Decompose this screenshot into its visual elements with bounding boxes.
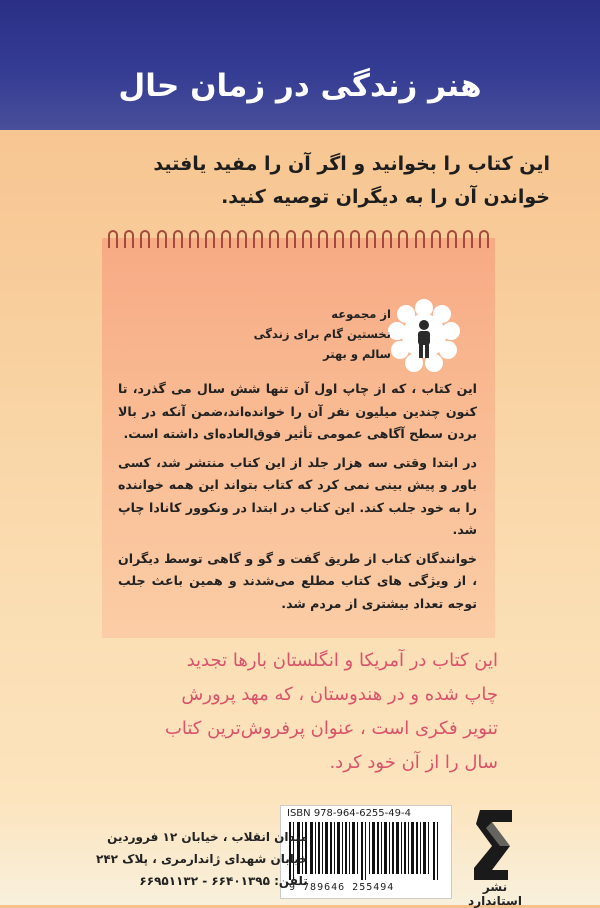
description-text (118, 378, 477, 621)
isbn-number: ISBN 978-964-6255-49-4 (287, 808, 411, 819)
book-title: هنر زندگی در زمان حال (118, 68, 482, 104)
recommendation-line: این کتاب را بخوانید و اگر آن را مفید یافتید (153, 153, 550, 175)
barcode-digits: 9 789646 255494 (289, 882, 395, 893)
highlight-line: چاپ شده و در هندوستان ، که مهد پرورش (181, 684, 498, 705)
spiral-binding (102, 230, 495, 252)
description-paragraph: خوانندگان کتاب از طریق گفت و گو و گاهی توسط دیگران ، از ویژگی های کتاب مطلع می‌شدند و همین باعث جلب توجه تعداد بیشتری از مردم شد. (118, 550, 477, 611)
series-label (254, 304, 391, 364)
publisher-name: نشر استاندارد (468, 880, 522, 908)
series-line: از مجموعه (331, 307, 391, 321)
address-line: تلفن: ۶۶۴۰۱۳۹۵ - ۶۶۹۵۱۱۳۲ (139, 874, 308, 888)
title-band (0, 0, 600, 130)
highlight-line: این کتاب در آمریکا و انگلستان بارها تجدید (186, 650, 498, 671)
recommendation-line: خواندن آن را به دیگران توصیه کنید. (221, 186, 550, 208)
highlight-line: تنویر فکری است ، عنوان پرفروش‌ترین کتاب (164, 718, 498, 739)
recommendation-text (50, 148, 550, 214)
highlight-text (78, 644, 498, 780)
description-paragraph: این کتاب ، که از چاپ اول آن تنها شش سال می گذرد، تا کنون چندین میلیون نفر آن را خوانده‌اند،ضمن آنکه در بالا بردن سطح آگاهی عمومی تأثیر فوق‌العاده‌ای داشته است. (118, 381, 477, 441)
publisher-address (96, 826, 308, 892)
series-line: نخستین گام برای زندگی (253, 327, 391, 341)
address-line: خیابان شهدای ژاندارمری ، پلاک ۲۴۲ (96, 852, 308, 866)
highlight-line: سال را از آن خود کرد. (329, 752, 498, 773)
series-flower-icon (384, 296, 464, 376)
notepad-panel (102, 238, 495, 638)
publisher-logo-icon (462, 806, 522, 884)
description-paragraph: در ابتدا وقتی سه هزار جلد از این کتاب منتشر شد، کسی باور و پیش بینی نمی کرد که کتاب بتواند این همه خواننده را به خود جلب کند. این کتاب در ابتدا در ونکوور کانادا چاپ شد. (118, 454, 477, 537)
series-line: سالم و بهتر (323, 347, 391, 361)
barcode-bars (289, 822, 443, 880)
address-line: میدان انقلاب ، خیابان ۱۲ فروردین (107, 830, 308, 844)
